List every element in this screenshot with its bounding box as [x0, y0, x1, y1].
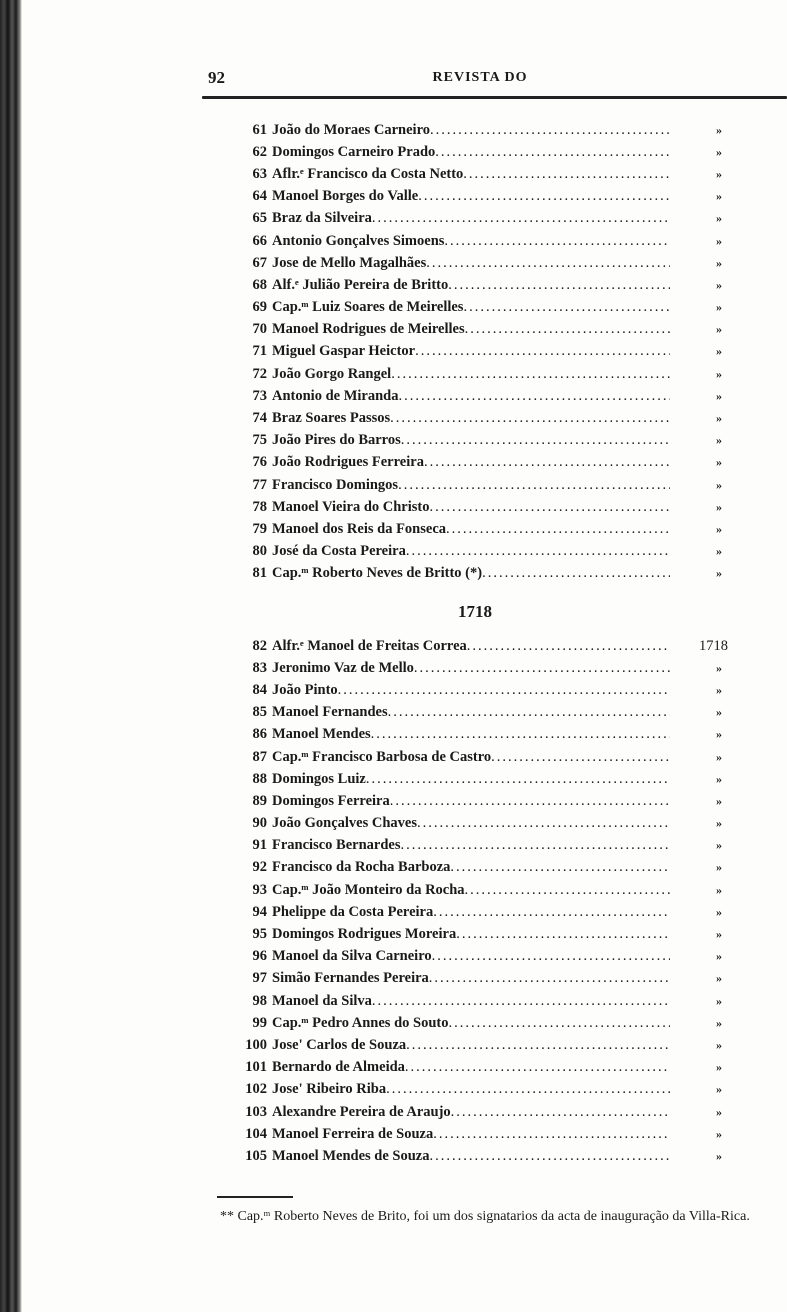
list-item — [240, 1101, 740, 1123]
entry-name: Miguel Gaspar Heictor — [272, 343, 416, 360]
entry-number: 71 — [252, 343, 267, 360]
entry-name: Domingos Ferreira — [272, 792, 390, 809]
entry-number: 62 — [252, 143, 267, 160]
list-item — [240, 341, 740, 363]
list-item — [240, 363, 740, 385]
entry-year-mark: 1718 — [699, 637, 728, 654]
entry-name: Francisco Domingos — [272, 476, 399, 493]
dot-leader — [433, 1126, 670, 1143]
dot-leader — [405, 1059, 670, 1076]
list-item — [240, 274, 740, 296]
entry-number: 89 — [252, 792, 267, 809]
entry-number: 82 — [252, 637, 267, 654]
list-item — [240, 990, 740, 1012]
entry-number: 66 — [252, 232, 267, 249]
list-item — [240, 968, 740, 990]
entry-year-mark: » — [716, 122, 722, 137]
list-item — [240, 297, 740, 319]
entry-year-mark: » — [716, 793, 722, 808]
list-item — [240, 186, 740, 208]
entry-number: 93 — [252, 881, 267, 898]
entry-year-mark: » — [716, 388, 722, 403]
running-title: REVISTA DO — [432, 70, 528, 85]
list-item — [240, 879, 740, 901]
book-binding-edge — [0, 0, 22, 1312]
entry-year-mark: » — [716, 189, 722, 204]
dot-leader — [424, 454, 670, 471]
list-item — [240, 518, 740, 540]
dot-leader — [426, 255, 670, 272]
dot-leader — [429, 499, 670, 516]
dot-leader — [465, 882, 670, 899]
year-heading: 1718 — [458, 602, 492, 621]
list-item — [240, 835, 740, 857]
entry-name: Manoel dos Reis da Fonseca — [272, 520, 446, 537]
entry-name: Antonio de Miranda — [272, 387, 399, 404]
list-item — [240, 679, 740, 701]
dot-leader — [429, 1148, 670, 1165]
dot-leader — [432, 948, 670, 965]
dot-leader — [372, 210, 670, 227]
dot-leader — [417, 815, 670, 832]
entry-year-mark: » — [716, 1082, 722, 1097]
dot-leader — [435, 144, 670, 161]
entry-number: 85 — [252, 704, 267, 721]
entry-number: 63 — [252, 165, 267, 182]
entry-number: 61 — [252, 121, 267, 138]
list-item — [240, 657, 740, 679]
entry-name: João do Moraes Carneiro — [272, 121, 430, 138]
entry-name: Manoel Fernandes — [272, 704, 388, 721]
entry-number: 86 — [252, 726, 267, 743]
list-item — [240, 385, 740, 407]
entry-number: 101 — [245, 1059, 267, 1076]
entry-year-mark: » — [716, 277, 722, 292]
entry-name: Braz da Silveira — [272, 210, 372, 227]
dot-leader — [418, 188, 670, 205]
entry-number: 67 — [252, 254, 267, 271]
entry-year-mark: » — [716, 322, 722, 337]
dot-leader — [450, 859, 670, 876]
entry-year-mark: » — [716, 882, 722, 897]
list-item — [240, 635, 740, 657]
name-list-2 — [240, 635, 740, 1168]
entry-year-mark: » — [716, 860, 722, 875]
dot-leader — [386, 1081, 670, 1098]
entry-year-mark: » — [716, 233, 722, 248]
list-item — [240, 430, 740, 452]
list-item — [240, 563, 740, 585]
dot-leader — [448, 1015, 670, 1032]
list-item — [240, 496, 740, 518]
dot-leader — [414, 660, 670, 677]
dot-leader — [463, 299, 670, 316]
entry-year-mark: » — [716, 682, 722, 697]
footnote-rule — [217, 1196, 293, 1198]
list-item — [240, 901, 740, 923]
list-item — [240, 407, 740, 429]
entry-number: 77 — [252, 476, 267, 493]
dot-leader — [467, 638, 670, 655]
entry-year-mark: » — [716, 749, 722, 764]
entry-number: 96 — [252, 948, 267, 965]
dot-leader — [371, 726, 670, 743]
entry-year-mark: » — [716, 660, 722, 675]
entry-name: Alexandre Pereira de Araujo — [272, 1103, 451, 1120]
footnote-text: Cap.ᵐ Roberto Neves de Brito, foi um dos signatarios da acta de inauguração da Villa-Rica. — [237, 1209, 750, 1224]
entry-number: 97 — [252, 970, 267, 987]
entry-year-mark: » — [716, 771, 722, 786]
list-item — [240, 790, 740, 812]
entry-year-mark: » — [716, 971, 722, 986]
entry-name: João Pinto — [272, 681, 338, 698]
list-item — [240, 252, 740, 274]
entry-year-mark: » — [716, 1037, 722, 1052]
list-item — [240, 1034, 740, 1056]
list-item — [240, 541, 740, 563]
entry-year-mark: » — [716, 344, 722, 359]
dot-leader — [338, 682, 670, 699]
entry-name: Alf.ᵉ Julião Pereira de Britto — [272, 276, 449, 293]
list-item — [240, 1079, 740, 1101]
entry-year-mark: » — [716, 455, 722, 470]
list-item — [240, 746, 740, 768]
dot-leader — [482, 565, 670, 582]
list-item — [240, 1057, 740, 1079]
entry-name: Francisco da Rocha Barboza — [272, 859, 451, 876]
entry-name: João Rodrigues Ferreira — [272, 454, 424, 471]
entry-year-mark: » — [716, 166, 722, 181]
entry-number: 98 — [252, 992, 267, 1009]
entry-number: 74 — [252, 410, 267, 427]
list-item — [240, 119, 740, 141]
entry-number: 103 — [245, 1103, 267, 1120]
entry-number: 87 — [252, 748, 267, 765]
list-item — [240, 857, 740, 879]
list-item — [240, 163, 740, 185]
dot-leader — [465, 321, 670, 338]
entry-name: Manoel Rodrigues de Meirelles — [272, 321, 465, 338]
entry-name: Jeronimo Vaz de Mello — [272, 659, 414, 676]
entry-number: 88 — [252, 770, 267, 787]
entry-number: 95 — [252, 926, 267, 943]
entry-name: Cap.ᵐ Roberto Neves de Britto (*) — [272, 565, 483, 582]
list-item — [240, 724, 740, 746]
entry-name: Francisco Bernardes — [272, 837, 401, 854]
list-item — [240, 1123, 740, 1145]
entry-number: 90 — [252, 815, 267, 832]
entry-year-mark: » — [716, 544, 722, 559]
dot-leader — [398, 477, 670, 494]
dot-leader — [448, 277, 670, 294]
list-item — [240, 768, 740, 790]
entry-name: Alfr.ᵉ Manoel de Freitas Correa — [272, 637, 467, 654]
dot-leader — [446, 521, 670, 538]
entry-name: Domingos Luiz — [272, 770, 366, 787]
entry-year-mark: » — [716, 477, 722, 492]
list-item — [240, 452, 740, 474]
entry-number: 75 — [252, 432, 267, 449]
dot-leader — [391, 366, 670, 383]
entry-year-mark: » — [716, 1126, 722, 1141]
entry-year-mark: » — [716, 1015, 722, 1030]
entry-name: João Gonçalves Chaves — [272, 815, 417, 832]
list-item — [240, 923, 740, 945]
dot-leader — [388, 704, 670, 721]
entry-year-mark: » — [716, 904, 722, 919]
entry-name: Cap.ᵐ Pedro Annes do Souto — [272, 1014, 449, 1031]
entry-number: 78 — [252, 498, 267, 515]
list-item — [240, 208, 740, 230]
entry-name: João Pires do Barros — [272, 432, 401, 449]
entry-name: Bernardo de Almeida — [272, 1059, 405, 1076]
name-list-1 — [240, 119, 740, 585]
entry-year-mark: » — [716, 211, 722, 226]
entry-year-mark: » — [716, 1148, 722, 1163]
dot-leader — [406, 1037, 670, 1054]
entry-number: 91 — [252, 837, 267, 854]
dot-leader — [406, 543, 670, 560]
dot-leader — [401, 432, 670, 449]
entry-year-mark: » — [716, 727, 722, 742]
dot-leader — [433, 904, 670, 921]
entry-year-mark: » — [716, 366, 722, 381]
entry-number: 105 — [245, 1147, 267, 1164]
entry-year-mark: » — [716, 255, 722, 270]
entry-number: 100 — [245, 1036, 267, 1053]
entry-name: Aflr.ᵉ Francisco da Costa Netto — [272, 165, 464, 182]
entry-name: Manoel Ferreira de Souza — [272, 1125, 434, 1142]
list-item — [240, 946, 740, 968]
dot-leader — [372, 993, 670, 1010]
entry-name: Jose' Ribeiro Riba — [272, 1081, 387, 1098]
entry-name: Simão Fernandes Pereira — [272, 970, 429, 987]
entry-number: 65 — [252, 210, 267, 227]
entry-name: Domingos Carneiro Prado — [272, 143, 436, 160]
dot-leader — [451, 1104, 670, 1121]
entry-name: Jose' Carlos de Souza — [272, 1036, 407, 1053]
entry-name: Jose de Mello Magalhães — [272, 254, 427, 271]
entry-number: 64 — [252, 188, 267, 205]
entry-year-mark: » — [716, 993, 722, 1008]
page-number: 92 — [208, 68, 225, 87]
list-item — [240, 230, 740, 252]
dot-leader — [390, 793, 670, 810]
entry-name: Phelippe da Costa Pereira — [272, 903, 434, 920]
entry-name: José da Costa Pereira — [272, 543, 406, 560]
entry-year-mark: » — [716, 1104, 722, 1119]
entry-number: 99 — [252, 1014, 267, 1031]
entry-number: 68 — [252, 276, 267, 293]
entry-number: 69 — [252, 299, 267, 316]
entry-number: 104 — [245, 1125, 267, 1142]
entry-name: Manoel Mendes de Souza — [272, 1147, 430, 1164]
entry-number: 83 — [252, 659, 267, 676]
entry-name: Cap.ᵐ Luiz Soares de Meirelles — [272, 299, 464, 316]
entry-year-mark: » — [716, 521, 722, 536]
entry-number: 94 — [252, 903, 267, 920]
entry-name: Cap.ᵐ João Monteiro da Rocha — [272, 881, 465, 898]
entry-year-mark: » — [716, 566, 722, 581]
entry-name: Braz Soares Passos — [272, 410, 391, 427]
entry-name: Domingos Rodrigues Moreira — [272, 926, 457, 943]
entry-number: 84 — [252, 681, 267, 698]
list-item — [240, 813, 740, 835]
entry-year-mark: » — [716, 838, 722, 853]
entry-name: Manoel Borges do Valle — [272, 188, 419, 205]
entry-year-mark: » — [716, 1060, 722, 1075]
entry-name: Manoel da Silva — [272, 992, 372, 1009]
entry-name: Manoel Mendes — [272, 726, 371, 743]
footnote — [198, 1208, 787, 1225]
dot-leader — [444, 233, 670, 250]
entry-number: 81 — [252, 565, 267, 582]
dot-leader — [491, 749, 670, 766]
dot-leader — [415, 343, 670, 360]
dot-leader — [399, 388, 671, 405]
dot-leader — [390, 410, 670, 427]
entry-year-mark: » — [716, 705, 722, 720]
list-item — [240, 474, 740, 496]
entry-year-mark: » — [716, 499, 722, 514]
entry-year-mark: » — [716, 816, 722, 831]
list-item — [240, 319, 740, 341]
entry-year-mark: » — [716, 411, 722, 426]
entry-year-mark: » — [716, 433, 722, 448]
entry-number: 70 — [252, 321, 267, 338]
entry-year-mark: » — [716, 300, 722, 315]
entry-number: 79 — [252, 520, 267, 537]
entry-name: Manoel da Silva Carneiro — [272, 948, 432, 965]
dot-leader — [429, 970, 670, 987]
dot-leader — [366, 771, 670, 788]
list-item — [240, 1012, 740, 1034]
entry-number: 73 — [252, 387, 267, 404]
header-rule — [202, 96, 787, 99]
entry-number: 102 — [245, 1081, 267, 1098]
footnote-marker: ** — [220, 1209, 234, 1224]
list-item — [240, 141, 740, 163]
entry-year-mark: » — [716, 144, 722, 159]
list-item — [240, 702, 740, 724]
entry-number: 92 — [252, 859, 267, 876]
entry-name: Cap.ᵐ Francisco Barbosa de Castro — [272, 748, 492, 765]
dot-leader — [400, 837, 670, 854]
dot-leader — [463, 166, 670, 183]
entry-number: 76 — [252, 454, 267, 471]
entry-name: Antonio Gonçalves Simoens — [272, 232, 445, 249]
entry-name: Manoel Vieira do Christo — [272, 498, 430, 515]
entry-number: 80 — [252, 543, 267, 560]
entry-name: João Gorgo Rangel — [272, 365, 392, 382]
list-item — [240, 1145, 740, 1167]
entry-year-mark: » — [716, 927, 722, 942]
dot-leader — [430, 122, 670, 139]
entry-year-mark: » — [716, 949, 722, 964]
entry-number: 72 — [252, 365, 267, 382]
dot-leader — [456, 926, 670, 943]
